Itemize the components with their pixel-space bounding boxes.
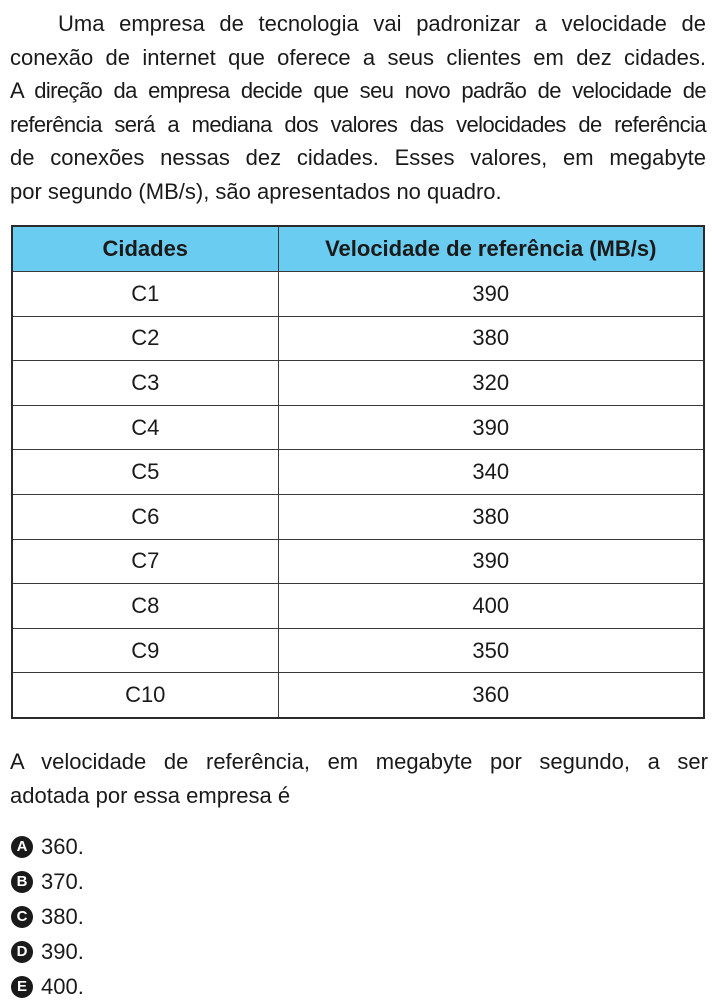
answer-options xyxy=(11,829,84,1004)
column-header-cities: Cidades xyxy=(12,226,278,272)
speed-table-container xyxy=(11,225,703,719)
city-cell: C2 xyxy=(12,316,278,361)
table-row xyxy=(12,361,704,406)
speed-cell: 390 xyxy=(278,539,704,584)
option-text: 380. xyxy=(41,903,84,929)
table-row xyxy=(12,628,704,673)
statement-line: conexão de internet que oferece a seus clientes em dez cidades. xyxy=(10,44,706,70)
option-text: 370. xyxy=(41,868,84,894)
option-letter-badge: B xyxy=(11,871,33,893)
speed-table xyxy=(11,225,705,719)
prompt-line: adotada por essa empresa é xyxy=(10,783,291,808)
speed-cell: 380 xyxy=(278,316,704,361)
option-letter-badge: E xyxy=(11,976,33,998)
speed-cell: 390 xyxy=(278,272,704,317)
city-cell: C8 xyxy=(12,584,278,629)
option-b[interactable] xyxy=(11,864,84,899)
speed-cell: 350 xyxy=(278,628,704,673)
option-letter-badge: D xyxy=(11,941,33,963)
option-text: 400. xyxy=(41,973,84,999)
speed-cell: 340 xyxy=(278,450,704,495)
option-text: 360. xyxy=(41,833,84,859)
column-header-speed: Velocidade de referência (MB/s) xyxy=(278,226,704,272)
table-row xyxy=(12,584,704,629)
table-row xyxy=(12,405,704,450)
table-row xyxy=(12,673,704,718)
option-letter-badge: C xyxy=(11,906,33,928)
city-cell: C5 xyxy=(12,450,278,495)
table-row xyxy=(12,450,704,495)
question-statement xyxy=(10,7,706,209)
prompt-line: A velocidade de referência, em megabyte por segundo, a ser xyxy=(10,749,708,774)
city-cell: C9 xyxy=(12,628,278,673)
question-prompt xyxy=(10,745,708,813)
option-letter-badge: A xyxy=(11,836,33,858)
table-row xyxy=(12,316,704,361)
option-a[interactable] xyxy=(11,829,84,864)
statement-line: A direção da empresa decide que seu novo padrão de velocidade de xyxy=(10,78,706,104)
statement-line: por segundo (MB/s), são apresentados no quadro. xyxy=(10,178,502,204)
option-c[interactable] xyxy=(11,899,84,934)
statement-line: Uma empresa de tecnologia vai padronizar a velocidade de xyxy=(58,11,706,36)
speed-cell: 390 xyxy=(278,405,704,450)
city-cell: C10 xyxy=(12,673,278,718)
speed-cell: 360 xyxy=(278,673,704,718)
city-cell: C1 xyxy=(12,272,278,317)
table-row xyxy=(12,494,704,539)
table-row xyxy=(12,539,704,584)
option-e[interactable] xyxy=(11,969,84,1004)
table-header-row xyxy=(12,226,704,272)
statement-line: referência será a mediana dos valores das velocidades de referência xyxy=(10,111,706,137)
table-row xyxy=(12,272,704,317)
speed-cell: 320 xyxy=(278,361,704,406)
option-text: 390. xyxy=(41,938,84,964)
statement-line: de conexões nessas dez cidades. Esses valores, em megabyte xyxy=(10,145,706,171)
city-cell: C3 xyxy=(12,361,278,406)
city-cell: C7 xyxy=(12,539,278,584)
option-d[interactable] xyxy=(11,934,84,969)
city-cell: C6 xyxy=(12,494,278,539)
speed-cell: 400 xyxy=(278,584,704,629)
speed-cell: 380 xyxy=(278,494,704,539)
city-cell: C4 xyxy=(12,405,278,450)
